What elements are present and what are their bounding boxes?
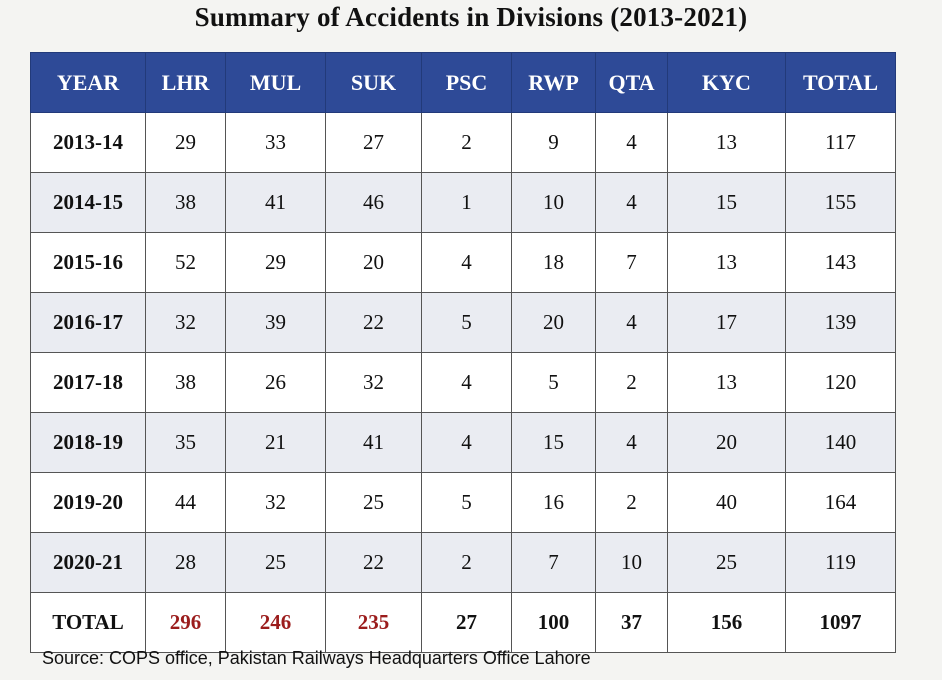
- table-row: [31, 113, 896, 173]
- cell-total: 140: [786, 413, 896, 473]
- table-title: Summary of Accidents in Divisions (2013-2021): [194, 2, 748, 32]
- cell-kyc: 15: [668, 173, 786, 233]
- cell-qta: 4: [596, 293, 668, 353]
- cell-kyc: 20: [668, 413, 786, 473]
- cell-kyc: 13: [668, 233, 786, 293]
- cell-year: 2013-14: [31, 113, 146, 173]
- cell-year: 2014-15: [31, 173, 146, 233]
- cell-psc: 27: [422, 593, 512, 653]
- cell-qta: 4: [596, 173, 668, 233]
- header-mul: MUL: [226, 53, 326, 113]
- table-row: [31, 533, 896, 593]
- header-psc: PSC: [422, 53, 512, 113]
- cell-year: 2015-16: [31, 233, 146, 293]
- cell-kyc: 25: [668, 533, 786, 593]
- cell-rwp: 10: [512, 173, 596, 233]
- cell-rwp: 20: [512, 293, 596, 353]
- cell-qta: 2: [596, 353, 668, 413]
- cell-qta: 37: [596, 593, 668, 653]
- table-row: [31, 353, 896, 413]
- cell-lhr: 38: [146, 353, 226, 413]
- cell-qta: 10: [596, 533, 668, 593]
- cell-rwp: 18: [512, 233, 596, 293]
- table-row: [31, 173, 896, 233]
- cell-mul: 39: [226, 293, 326, 353]
- table-row: [31, 413, 896, 473]
- cell-mul: 41: [226, 173, 326, 233]
- cell-rwp: 9: [512, 113, 596, 173]
- cell-psc: 4: [422, 233, 512, 293]
- cell-kyc: 13: [668, 353, 786, 413]
- cell-mul: 32: [226, 473, 326, 533]
- cell-total: 117: [786, 113, 896, 173]
- header-qta: QTA: [596, 53, 668, 113]
- cell-year: 2019-20: [31, 473, 146, 533]
- cell-suk: 32: [326, 353, 422, 413]
- cell-lhr: 296: [146, 593, 226, 653]
- cell-kyc: 40: [668, 473, 786, 533]
- cell-year: 2020-21: [31, 533, 146, 593]
- accidents-table: [30, 52, 896, 653]
- cell-lhr: 52: [146, 233, 226, 293]
- cell-qta: 7: [596, 233, 668, 293]
- table-row: [31, 473, 896, 533]
- cell-lhr: 32: [146, 293, 226, 353]
- header-row: [31, 53, 896, 113]
- cell-suk: 27: [326, 113, 422, 173]
- cell-suk: 46: [326, 173, 422, 233]
- header-rwp: RWP: [512, 53, 596, 113]
- header-year: YEAR: [31, 53, 146, 113]
- cell-suk: 25: [326, 473, 422, 533]
- cell-suk: 20: [326, 233, 422, 293]
- header-lhr: LHR: [146, 53, 226, 113]
- cell-rwp: 7: [512, 533, 596, 593]
- total-row: [31, 593, 896, 653]
- cell-lhr: 38: [146, 173, 226, 233]
- cell-lhr: 29: [146, 113, 226, 173]
- cell-total: 1097: [786, 593, 896, 653]
- cell-total: 143: [786, 233, 896, 293]
- cell-psc: 4: [422, 353, 512, 413]
- cell-suk: 41: [326, 413, 422, 473]
- table-row: [31, 233, 896, 293]
- cell-mul: 21: [226, 413, 326, 473]
- cell-mul: 246: [226, 593, 326, 653]
- cell-mul: 26: [226, 353, 326, 413]
- cell-psc: 2: [422, 113, 512, 173]
- table-row: [31, 293, 896, 353]
- cell-lhr: 35: [146, 413, 226, 473]
- header-total: TOTAL: [786, 53, 896, 113]
- header-kyc: KYC: [668, 53, 786, 113]
- cell-qta: 4: [596, 413, 668, 473]
- cell-suk: 235: [326, 593, 422, 653]
- cell-rwp: 100: [512, 593, 596, 653]
- cell-qta: 2: [596, 473, 668, 533]
- cell-year: 2018-19: [31, 413, 146, 473]
- cell-mul: 25: [226, 533, 326, 593]
- cell-suk: 22: [326, 293, 422, 353]
- cell-rwp: 15: [512, 413, 596, 473]
- cell-total: 139: [786, 293, 896, 353]
- cell-rwp: 16: [512, 473, 596, 533]
- cell-suk: 22: [326, 533, 422, 593]
- cell-qta: 4: [596, 113, 668, 173]
- cell-year: 2016-17: [31, 293, 146, 353]
- cell-total: 155: [786, 173, 896, 233]
- cell-psc: 2: [422, 533, 512, 593]
- cell-total: 164: [786, 473, 896, 533]
- cell-year: TOTAL: [31, 593, 146, 653]
- cell-lhr: 44: [146, 473, 226, 533]
- cell-psc: 4: [422, 413, 512, 473]
- source-note: Source: COPS office, Pakistan Railways Headquarters Office Lahore: [42, 648, 591, 668]
- cell-mul: 29: [226, 233, 326, 293]
- cell-psc: 1: [422, 173, 512, 233]
- cell-total: 119: [786, 533, 896, 593]
- cell-kyc: 17: [668, 293, 786, 353]
- cell-lhr: 28: [146, 533, 226, 593]
- cell-psc: 5: [422, 293, 512, 353]
- cell-kyc: 13: [668, 113, 786, 173]
- cell-rwp: 5: [512, 353, 596, 413]
- cell-total: 120: [786, 353, 896, 413]
- header-suk: SUK: [326, 53, 422, 113]
- cell-mul: 33: [226, 113, 326, 173]
- cell-kyc: 156: [668, 593, 786, 653]
- cell-year: 2017-18: [31, 353, 146, 413]
- cell-psc: 5: [422, 473, 512, 533]
